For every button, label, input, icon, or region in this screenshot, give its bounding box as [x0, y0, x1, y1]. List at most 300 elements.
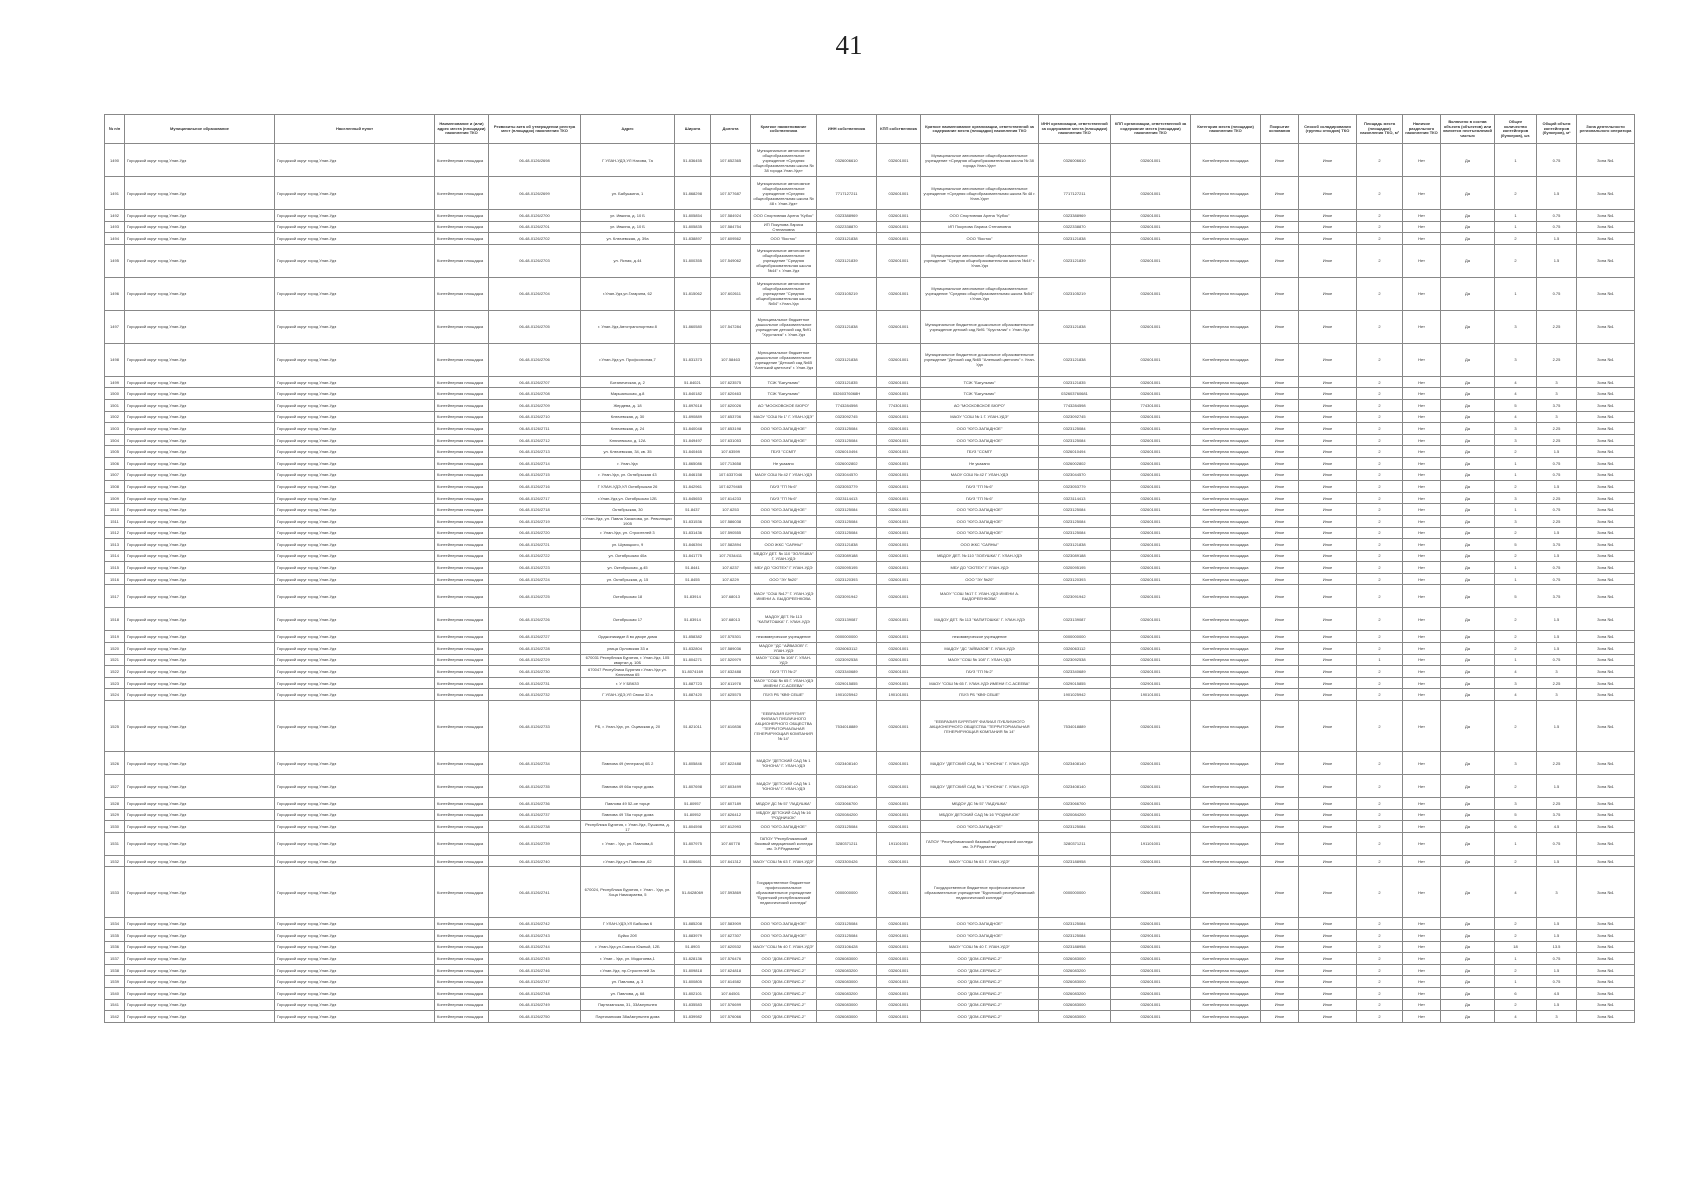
table-row	[105, 221, 1635, 233]
table-cell: 032601001	[877, 457, 921, 469]
table-cell: ООО "ЮГО-ЗАПАДНОЕ"	[921, 434, 1039, 446]
table-cell: 1527	[105, 775, 125, 798]
column-header: Категория места (площадки) накопления ТКО	[1191, 115, 1261, 144]
table-cell: Иное	[1261, 277, 1299, 310]
table-cell: Иное	[1261, 689, 1299, 701]
table-cell: 2	[1495, 550, 1537, 562]
table-cell: Павлова 49 78а торце дома	[581, 809, 675, 821]
table-cell: 3	[1495, 752, 1537, 775]
table-cell: 4	[1495, 666, 1537, 678]
table-cell: 2.25	[1537, 434, 1577, 446]
table-cell: Контейнерная площадка	[435, 233, 489, 245]
table-cell: 1490	[105, 144, 125, 177]
table-cell: 2.25	[1537, 343, 1577, 376]
table-cell: Нет	[1403, 976, 1441, 988]
table-row	[105, 930, 1635, 942]
table-cell: 2	[1357, 987, 1403, 999]
table-cell: 1542	[105, 1011, 125, 1023]
table-cell: 032601001	[877, 987, 921, 999]
table-cell: 0323053779	[1039, 481, 1111, 493]
table-cell: Зона №1	[1577, 515, 1635, 527]
table-cell: 032601001	[877, 821, 921, 833]
table-cell: Ключевская, д. 24	[581, 423, 675, 435]
table-cell: Иное	[1261, 832, 1299, 855]
table-cell: Иное	[1261, 481, 1299, 493]
table-cell: 51.800355	[675, 244, 711, 277]
table-cell: 2	[1357, 999, 1403, 1011]
table-cell: Да	[1441, 930, 1495, 942]
table-cell: Городской округ город Улан-Удэ	[275, 310, 435, 343]
table-cell: 0000000000	[1039, 867, 1111, 918]
table-cell: Зона №1	[1577, 775, 1635, 798]
table-cell: 0323125084	[817, 515, 877, 527]
table-cell: Да	[1441, 832, 1495, 855]
table-cell: Иное	[1261, 918, 1299, 930]
table-cell: ул. Павлова, д. 3	[581, 976, 675, 988]
table-cell: Иное	[1261, 469, 1299, 481]
table-cell: 06-48-0126/2712	[489, 434, 581, 446]
table-cell: 2	[1495, 964, 1537, 976]
table-cell: 06-48-0126/2733	[489, 701, 581, 752]
table-cell: 06-48-0126/2735	[489, 775, 581, 798]
table-cell: Контейнерная площадка	[1191, 515, 1261, 527]
table-cell: 0323044570	[817, 469, 877, 481]
table-cell: 107.520979	[711, 654, 751, 666]
table-cell: 032601001	[877, 492, 921, 504]
table-cell: 032601001	[877, 244, 921, 277]
table-row	[105, 469, 1635, 481]
table-cell: Иное	[1261, 987, 1299, 999]
table-cell: Городской округ город Улан-Удэ	[125, 233, 275, 245]
table-cell: 2	[1357, 941, 1403, 953]
table-cell: 032601001	[877, 867, 921, 918]
table-cell: Городской округ город Улан-Удэ	[275, 999, 435, 1011]
table-cell: 0323053779	[817, 481, 877, 493]
table-cell: 2	[1357, 244, 1403, 277]
table-cell: 032601001	[1111, 573, 1191, 585]
table-cell: Городской округ город Улан-Удэ	[125, 987, 275, 999]
table-cell: ГБУЗ РБ "КВФ СЕШЕ"	[921, 689, 1039, 701]
table-cell: Иное	[1299, 411, 1357, 423]
table-cell: МАДОУ "ДЕТСКИЙ САД № 1 "ЮНОНА" Г. УЛАН-УДЭ	[751, 775, 817, 798]
table-cell: Иное	[1299, 987, 1357, 999]
table-cell: Зона №1	[1577, 504, 1635, 516]
table-cell: 1494	[105, 233, 125, 245]
table-cell: Городской округ город Улан-Удэ	[275, 481, 435, 493]
table-cell: 4	[1495, 376, 1537, 388]
table-cell: 107.584754	[711, 221, 751, 233]
table-cell: Нет	[1403, 221, 1441, 233]
table-cell: 032601001	[1111, 423, 1191, 435]
table-cell: Иное	[1299, 210, 1357, 222]
table-cell: 2	[1357, 310, 1403, 343]
table-cell: 032601001	[877, 654, 921, 666]
table-cell: Иное	[1299, 976, 1357, 988]
table-cell: г. Улан-Удэ,Автотранспортная 8	[581, 310, 675, 343]
table-cell: 1531	[105, 832, 125, 855]
table-cell: Городской округ город Улан-Удэ	[275, 562, 435, 574]
table-cell: Зона №1	[1577, 987, 1635, 999]
table-cell: 4	[1495, 411, 1537, 423]
table-cell: 2	[1357, 221, 1403, 233]
table-cell: Иное	[1299, 867, 1357, 918]
table-cell: Иное	[1299, 457, 1357, 469]
table-cell: 0000000000	[1039, 631, 1111, 643]
table-cell: г.Улан-Удэ, пр.Строителей 3а	[581, 964, 675, 976]
table-cell: 51.84021	[675, 376, 711, 388]
table-cell: Иное	[1299, 666, 1357, 678]
table-cell: Городской округ город Улан-Удэ	[275, 469, 435, 481]
table-cell: 0323114413	[817, 492, 877, 504]
table-cell: Да	[1441, 233, 1495, 245]
table-cell: 3	[1495, 434, 1537, 446]
table-cell: 0000000000	[817, 631, 877, 643]
table-cell: Городской округ город Улан-Удэ	[125, 310, 275, 343]
table-cell: 032601001	[877, 388, 921, 400]
table-cell: 1	[1495, 976, 1537, 988]
table-cell: Городской округ город Улан-Удэ	[275, 809, 435, 821]
table-cell: 032601001	[1111, 376, 1191, 388]
table-cell: ООО "ЮГО-ЗАПАДНОЕ"	[921, 527, 1039, 539]
table-cell: 107.60778	[711, 832, 751, 855]
table-cell: 1521	[105, 654, 125, 666]
table-cell: ООО "ЮГО-ЗАПАДНОЕ"	[921, 918, 1039, 930]
table-cell: 06-48-0126/2737	[489, 809, 581, 821]
table-cell: 06-48-0126/2708	[489, 388, 581, 400]
table-cell: 2.25	[1537, 677, 1577, 689]
table-cell: 06-48-0126/2743	[489, 930, 581, 942]
table-cell: Городской округ город Улан-Удэ	[125, 411, 275, 423]
table-cell: 107.653198	[711, 423, 751, 435]
table-cell: 107.620532	[711, 941, 751, 953]
table-row	[105, 775, 1635, 798]
table-cell: ООО "ДОМ-СЕРВИС-2"	[921, 953, 1039, 965]
table-cell: Да	[1441, 643, 1495, 655]
table-cell: 2	[1357, 918, 1403, 930]
table-cell: 107.64501	[711, 987, 751, 999]
table-cell: 2	[1357, 233, 1403, 245]
table-cell: 0326083000	[1039, 1011, 1111, 1023]
table-cell: 0323188958	[1039, 941, 1111, 953]
table-cell: ГАУЗ "ГП № 2"	[921, 666, 1039, 678]
table-cell: Контейнерная площадка	[435, 515, 489, 527]
table-cell: 1499	[105, 376, 125, 388]
table-cell: Контейнерная площадка	[435, 930, 489, 942]
table-cell: Иное	[1261, 855, 1299, 867]
table-cell: Городской округ город Улан-Удэ	[275, 608, 435, 631]
table-cell: Нет	[1403, 376, 1441, 388]
table-cell: 06-48-0126/2707	[489, 376, 581, 388]
table-cell: Нет	[1403, 689, 1441, 701]
table-cell: Нет	[1403, 177, 1441, 210]
table-cell: 1538	[105, 964, 125, 976]
table-cell: Контейнерная площадка	[435, 277, 489, 310]
table-cell: Да	[1441, 423, 1495, 435]
table-cell: ТСЖ "Багульник"	[751, 376, 817, 388]
table-cell: 032601001	[877, 221, 921, 233]
table-cell: 1505	[105, 446, 125, 458]
table-cell: 51.805846	[675, 752, 711, 775]
table-cell: 107.622488	[711, 752, 751, 775]
table-cell: Зона №1	[1577, 643, 1635, 655]
table-cell: Муниципальное автономное общеобразовательное учреждение «Средняя общеобразовательная школа № 48 г. Улан-Удэ»	[751, 177, 817, 210]
table-cell: Городской округ город Улан-Удэ	[275, 492, 435, 504]
table-cell: 51.846158	[675, 469, 711, 481]
table-cell: 2	[1357, 689, 1403, 701]
table-cell: Иное	[1299, 539, 1357, 551]
table-row	[105, 689, 1635, 701]
table-cell: Городской округ город Улан-Удэ	[125, 953, 275, 965]
table-cell: 1.5	[1537, 701, 1577, 752]
table-cell: 2	[1357, 701, 1403, 752]
table-cell: Контейнерная площадка	[435, 446, 489, 458]
table-cell: 032601001	[877, 411, 921, 423]
table-cell: 1	[1495, 221, 1537, 233]
table-cell: Иное	[1261, 504, 1299, 516]
table-cell: 51.836455	[675, 144, 711, 177]
table-cell: Городской округ город Улан-Удэ	[125, 573, 275, 585]
table-cell: 2	[1357, 752, 1403, 775]
table-cell: МАОУ "СОШ № 1" Г. УЛАН-УДЭ"	[751, 411, 817, 423]
table-cell: 2	[1495, 701, 1537, 752]
table-cell: 1507	[105, 469, 125, 481]
table-cell: Зона №1	[1577, 573, 1635, 585]
table-row	[105, 832, 1635, 855]
table-cell: МБУ ДО "СЮТЕХ" Г УЛАН-УДЭ	[921, 562, 1039, 574]
table-cell: Городской округ город Улан-Удэ	[275, 701, 435, 752]
table-cell: Иное	[1261, 233, 1299, 245]
table-cell: Муниципальное бюджетное дошкольное образовательное учреждение "Детский сад №65 "Аленький цветочек" г. Улан-Удэ	[921, 343, 1039, 376]
table-cell: 0326083000	[1039, 999, 1111, 1011]
table-cell: Иное	[1261, 144, 1299, 177]
table-cell: 0.75	[1537, 277, 1577, 310]
table-cell: МБДОУ ДЕТ. № 110 "ЗОЛУШКА" Г. УЛАН-УДЭ	[921, 550, 1039, 562]
table-cell: 0323105219	[1039, 277, 1111, 310]
table-cell: 1508	[105, 481, 125, 493]
table-cell: Городской округ город Улан-Удэ	[275, 434, 435, 446]
table-cell: Нет	[1403, 809, 1441, 821]
table-cell: 51.840048	[675, 423, 711, 435]
table-cell: 2.25	[1537, 423, 1577, 435]
table-cell: "ЕЕВРАЗИЯ БУРЯТИЯ" ФИЛИАЛ ПУБЛИЧНОГО АКЦИОНЕРНОГО ОБЩЕСТВА "ТЕРРИТОРИАЛЬНАЯ ГЕНЕРИРУЮЩАЯ КОМПАНИЯ № 14"	[751, 701, 817, 752]
table-cell: 1526	[105, 752, 125, 775]
table-cell: Зона №1	[1577, 539, 1635, 551]
table-cell: 032601001	[1111, 918, 1191, 930]
table-cell: 107.620463	[711, 388, 751, 400]
table-cell: Нет	[1403, 527, 1441, 539]
table-cell: ООО "ЮГО-ЗАПАДНОЕ"	[751, 527, 817, 539]
table-cell: Контейнерная площадка	[435, 481, 489, 493]
table-row	[105, 492, 1635, 504]
table-cell: Городской округ город Улан-Удэ	[125, 1011, 275, 1023]
table-row	[105, 752, 1635, 775]
table-cell: г.Улан-Удэ,ул. Профсоюзная,7	[581, 343, 675, 376]
table-cell: 032601001	[877, 608, 921, 631]
table-cell: 2	[1357, 1011, 1403, 1023]
table-cell: Городской округ город Улан-Удэ	[275, 515, 435, 527]
table-cell: 06-48-0126/2749	[489, 999, 581, 1011]
table-cell: 51.897618	[675, 399, 711, 411]
table-cell: 032601001	[1111, 666, 1191, 678]
table-cell: ООО "ДОМ-СЕРВИС-2"	[921, 987, 1039, 999]
table-cell: 0326083200	[1039, 964, 1111, 976]
table-cell: Иное	[1261, 388, 1299, 400]
table-cell: Контейнерная площадка	[1191, 775, 1261, 798]
table-cell: 0326083000	[1039, 953, 1111, 965]
table-cell: ул. Павлова, д. 68	[581, 987, 675, 999]
table-cell: Городской округ город Улан-Удэ	[125, 457, 275, 469]
table-cell: 4	[1495, 1011, 1537, 1023]
table-row	[105, 999, 1635, 1011]
table-cell: 1	[1495, 469, 1537, 481]
table-cell: ГАПОУ "Республиканский базовый медицинский колледж им. Э.Р.Раднаева"	[751, 832, 817, 855]
table-cell: АО "МОСКОВСКОЕ БЮРО"	[921, 399, 1039, 411]
table-cell: Контейнерная площадка	[1191, 701, 1261, 752]
table-row	[105, 527, 1635, 539]
table-cell: Зона №1	[1577, 953, 1635, 965]
table-cell: 1	[1495, 457, 1537, 469]
table-cell: Городской округ город Улан-Удэ	[275, 550, 435, 562]
table-cell: 0326063112	[1039, 643, 1111, 655]
table-cell: г.Улан-Удэ,ул.Гагарина, 62	[581, 277, 675, 310]
table-cell: 0323188958	[1039, 855, 1111, 867]
table-cell: Иное	[1261, 310, 1299, 343]
table-cell: 1514	[105, 550, 125, 562]
table-cell: Зона №1	[1577, 310, 1635, 343]
table-cell: г. Улан-Удэ, ул. Строителей 3	[581, 527, 675, 539]
table-cell: Контейнерная площадка	[435, 677, 489, 689]
table-cell: Городской округ город Улан-Удэ	[125, 539, 275, 551]
table-cell: 0.75	[1537, 832, 1577, 855]
table-cell: Городской округ город Улан-Удэ	[125, 643, 275, 655]
table-cell: Контейнерная площадка	[1191, 689, 1261, 701]
table-cell: Иное	[1261, 867, 1299, 918]
table-cell: МАОУ СОШ № 42 Г УЛАН-УДЭ	[751, 469, 817, 481]
table-cell: Иное	[1261, 585, 1299, 608]
table-cell: Октябрьская 18	[581, 585, 675, 608]
table-cell: Контейнерная площадка	[1191, 210, 1261, 222]
table-cell: Городской округ город Улан-Удэ	[275, 964, 435, 976]
table-cell: МАДОУ "ДЕТСКИЙ САД № 1 "ЮНОНА" Г. УЛАН-УДЭ	[921, 775, 1039, 798]
table-cell: Да	[1441, 244, 1495, 277]
table-cell: 0323121838	[817, 539, 877, 551]
table-cell: 032601001	[877, 481, 921, 493]
table-cell: 0323092538	[1039, 654, 1111, 666]
table-cell: Зона №1	[1577, 608, 1635, 631]
table-cell: Иное	[1299, 550, 1357, 562]
table-cell: Нет	[1403, 775, 1441, 798]
table-cell: 1504	[105, 434, 125, 446]
table-cell: Зона №1	[1577, 798, 1635, 810]
table-cell: 51.890889	[675, 411, 711, 423]
table-cell: Городской округ город Улан-Удэ	[125, 481, 275, 493]
table-cell: 032601001	[1111, 654, 1191, 666]
table-cell: 032601001	[1111, 310, 1191, 343]
table-cell: 032601001	[1111, 144, 1191, 177]
table-cell: Контейнерная площадка	[1191, 832, 1261, 855]
table-cell: 51.806681	[675, 855, 711, 867]
table-cell: Иное	[1299, 562, 1357, 574]
table-cell: 1	[1495, 144, 1537, 177]
table-cell: 107.6337046	[711, 469, 751, 481]
table-cell: Зона №1	[1577, 677, 1635, 689]
table-cell: Нет	[1403, 434, 1441, 446]
table-cell: 0323125084	[1039, 930, 1111, 942]
table-cell: 7743284598	[817, 399, 877, 411]
table-cell: 032601001	[1111, 388, 1191, 400]
table-cell: 2	[1495, 233, 1537, 245]
table-cell: Республика Бурятия, г. Улан-Удэ, Пушкина, д. 17	[581, 821, 675, 833]
table-cell: Иное	[1261, 964, 1299, 976]
table-cell: Контейнерная площадка	[1191, 399, 1261, 411]
table-cell: 0323121835	[817, 376, 877, 388]
table-cell: 670047 Республика Бурятия г.Улан-Удэ ул. Ключевая 65	[581, 666, 675, 678]
table-cell: Контейнерная площадка	[1191, 987, 1261, 999]
table-cell: Контейнерная площадка	[435, 585, 489, 608]
table-cell: ул. Ключевская, 34, кв. 35	[581, 446, 675, 458]
table-cell: Зона №1	[1577, 930, 1635, 942]
table-cell: 06-48-0126/2719	[489, 515, 581, 527]
table-cell: 2.25	[1537, 515, 1577, 527]
table-cell: 0323125084	[817, 423, 877, 435]
table-cell: 3	[1537, 388, 1577, 400]
table-cell: Контейнерная площадка	[1191, 562, 1261, 574]
table-cell: Зона №1	[1577, 976, 1635, 988]
table-cell: Иное	[1261, 446, 1299, 458]
table-cell: Контейнерная площадка	[435, 689, 489, 701]
table-cell: ул. Октябрьская, д. 15	[581, 573, 675, 585]
table-cell: 0323091942	[817, 585, 877, 608]
table-cell: улица Орловская 33 а	[581, 643, 675, 655]
column-header: Способ складирования (группы отходов) ТКО	[1299, 115, 1357, 144]
table-cell: 1901025942	[817, 689, 877, 701]
table-cell: 032601001	[1111, 608, 1191, 631]
table-cell: 032901001	[877, 930, 921, 942]
table-cell: Контейнерная площадка	[435, 752, 489, 775]
table-cell: Иное	[1261, 976, 1299, 988]
table-row	[105, 562, 1635, 574]
table-cell: Иное	[1299, 832, 1357, 855]
table-cell: Контейнерная площадка	[435, 631, 489, 643]
table-cell: 0323125084	[1039, 821, 1111, 833]
table-cell: г.Улан-Удэ, ул. Павла Хахалова, ул. Революции 1905	[581, 515, 675, 527]
table-cell: 2	[1495, 918, 1537, 930]
table-cell: Городской округ город Улан-Удэ	[275, 244, 435, 277]
table-cell: Иное	[1261, 492, 1299, 504]
table-cell: Иное	[1299, 689, 1357, 701]
table-cell: Городской округ город Улан-Удэ	[125, 752, 275, 775]
table-row	[105, 953, 1635, 965]
table-cell: 032601001	[1111, 941, 1191, 953]
table-cell: 51.887420	[675, 689, 711, 701]
table-cell: Контейнерная площадка	[435, 310, 489, 343]
table-cell: Иное	[1261, 631, 1299, 643]
table-cell: Нет	[1403, 964, 1441, 976]
table-cell: 1528	[105, 798, 125, 810]
table-cell: ГБУЗ "ССМП"	[921, 446, 1039, 458]
table-cell: 0.75	[1537, 562, 1577, 574]
table-cell: 2	[1357, 809, 1403, 821]
table-cell: 032601001	[1111, 539, 1191, 551]
table-cell: 032601001	[1111, 775, 1191, 798]
table-cell: 0323089188	[1039, 550, 1111, 562]
table-cell: 107.653706	[711, 411, 751, 423]
table-row	[105, 867, 1635, 918]
table-cell: 107.614582	[711, 976, 751, 988]
table-cell: Иное	[1299, 310, 1357, 343]
table-cell: 0323125084	[817, 504, 877, 516]
table-cell: 1	[1495, 953, 1537, 965]
